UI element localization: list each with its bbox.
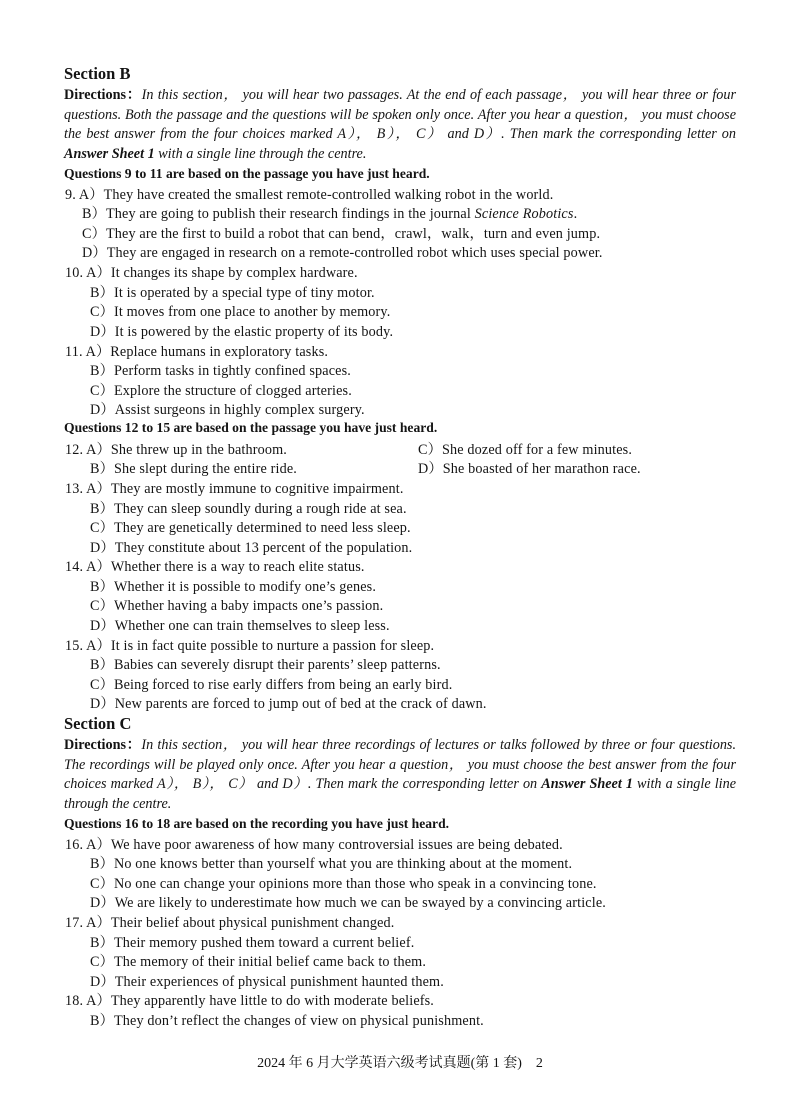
q14-option-d: D）Whether one can train themselves to sleep less.: [90, 618, 390, 634]
directions-text-end: with a single line through the centre.: [64, 776, 736, 812]
directions-text-end: with a single line through the centre.: [154, 145, 367, 162]
q10-option-c: C）It moves from one place to another by memory.: [90, 304, 391, 320]
answer-sheet-ref: Answer Sheet 1: [541, 776, 633, 793]
page-footer: 2024 年 6 月大学英语六级考试真题(第 1 套) 2: [257, 1056, 543, 1071]
question-group-heading: Questions 12 to 15 are based on the passage you have just heard.: [64, 420, 438, 435]
q10-option-d: D）It is powered by the elastic property of its body.: [90, 324, 394, 340]
q9-option-d: D）They are engaged in research on a remote-controlled robot which uses special power.: [82, 245, 603, 261]
directions-label: Directions：: [64, 737, 142, 753]
directions-text: In this section， you will hear two passages. At the end of each passage， you will hear three or four questions. Both the passage and the questions will be spoken only once. After you hear a question， you must choose the best answer from the four choices marked A）， B）， C） and D）. Then mark the corresponding letter on: [64, 87, 736, 143]
answer-sheet-ref: Answer Sheet 1: [64, 145, 155, 162]
q15-option-a: 15. A）It is in fact quite possible to nurture a passion for sleep.: [65, 638, 435, 654]
q14-option-a: 14. A）Whether there is a way to reach elite status.: [65, 559, 365, 575]
question-group-heading: Questions 16 to 18 are based on the recording you have just heard.: [64, 816, 450, 831]
q10-option-a: 10. A）It changes its shape by complex hardware.: [65, 265, 358, 281]
q16-option-c: C）No one can change your opinions more than those who speak in a convincing tone.: [90, 876, 597, 892]
q17-option-d: D）Their experiences of physical punishment haunted them.: [90, 974, 444, 990]
q17-option-a: 17. A）Their belief about physical punishment changed.: [65, 915, 395, 931]
q17-option-c: C）The memory of their initial belief came back to them.: [90, 954, 427, 970]
q11-option-a: 11. A）Replace humans in exploratory tasks.: [65, 344, 329, 360]
directions-text: In this section， you will hear three recordings of lectures or talks followed by three or four questions. The recordings will be played only once. After you hear a question， you must choose the best answer from the four choices marked A）， B）， C） and D）. Then mark the corresponding letter on: [64, 737, 737, 793]
q13-option-c: C）They are genetically determined to need less sleep.: [90, 520, 411, 536]
directions-label: Directions：: [64, 87, 142, 103]
q13-option-d: D）They constitute about 13 percent of the population.: [90, 540, 413, 556]
q15-option-c: C）Being forced to rise early differs from being an early bird.: [90, 677, 453, 693]
q14-option-b: B）Whether it is possible to modify one’s genes.: [90, 579, 377, 595]
q18-option-b: B）They don’t reflect the changes of view on physical punishment.: [90, 1013, 484, 1029]
q13-option-b: B）They can sleep soundly during a rough ride at sea.: [90, 501, 407, 517]
q12-option-d: D）She boasted of her marathon race.: [418, 461, 641, 477]
q12-option-c: C）She dozed off for a few minutes.: [418, 442, 633, 458]
q15-option-b: B）Babies can severely disrupt their parents’ sleep patterns.: [90, 657, 441, 673]
q17-option-b: B）Their memory pushed them toward a current belief.: [90, 935, 415, 951]
q14-option-c: C）Whether having a baby impacts one’s passion.: [90, 598, 384, 614]
journal-title: Science Robotics: [474, 206, 574, 222]
section-b-title: Section B: [64, 64, 131, 83]
q10-option-b: B）It is operated by a special type of tiny motor.: [90, 285, 375, 301]
q11-option-c: C）Explore the structure of clogged arteries.: [90, 383, 352, 399]
section-c-title: Section C: [64, 714, 132, 733]
q12-option-a: 12. A）She threw up in the bathroom.: [65, 442, 287, 458]
section-b-directions: [64, 86, 736, 164]
q11-option-d: D）Assist surgeons in highly complex surgery.: [90, 402, 365, 418]
q9-option-b: B）They are going to publish their research findings in the journal Science Robotics.: [82, 206, 578, 222]
q16-option-d: D）We are likely to underestimate how much we can be swayed by a convincing article.: [90, 895, 606, 911]
question-group-heading: Questions 9 to 11 are based on the passage you have just heard.: [64, 166, 430, 181]
q16-option-a: 16. A）We have poor awareness of how many controversial issues are being debated.: [65, 837, 563, 853]
q9-option-a: 9. A）They have created the smallest remote-controlled walking robot in the world.: [65, 187, 554, 203]
q9-option-c: C）They are the first to build a robot that can bend，crawl，walk，turn and even jump.: [82, 226, 601, 242]
q13-option-a: 13. A）They are mostly immune to cognitive impairment.: [65, 481, 404, 497]
section-c-directions: [64, 736, 736, 814]
q11-option-b: B）Perform tasks in tightly confined spaces.: [90, 363, 351, 379]
q15-option-d: D）New parents are forced to jump out of bed at the crack of dawn.: [90, 696, 487, 712]
q16-option-b: B）No one knows better than yourself what you are thinking about at the moment.: [90, 856, 573, 872]
q12-option-b: B）She slept during the entire ride.: [90, 461, 297, 477]
q18-option-a: 18. A）They apparently have little to do with moderate beliefs.: [65, 993, 435, 1009]
